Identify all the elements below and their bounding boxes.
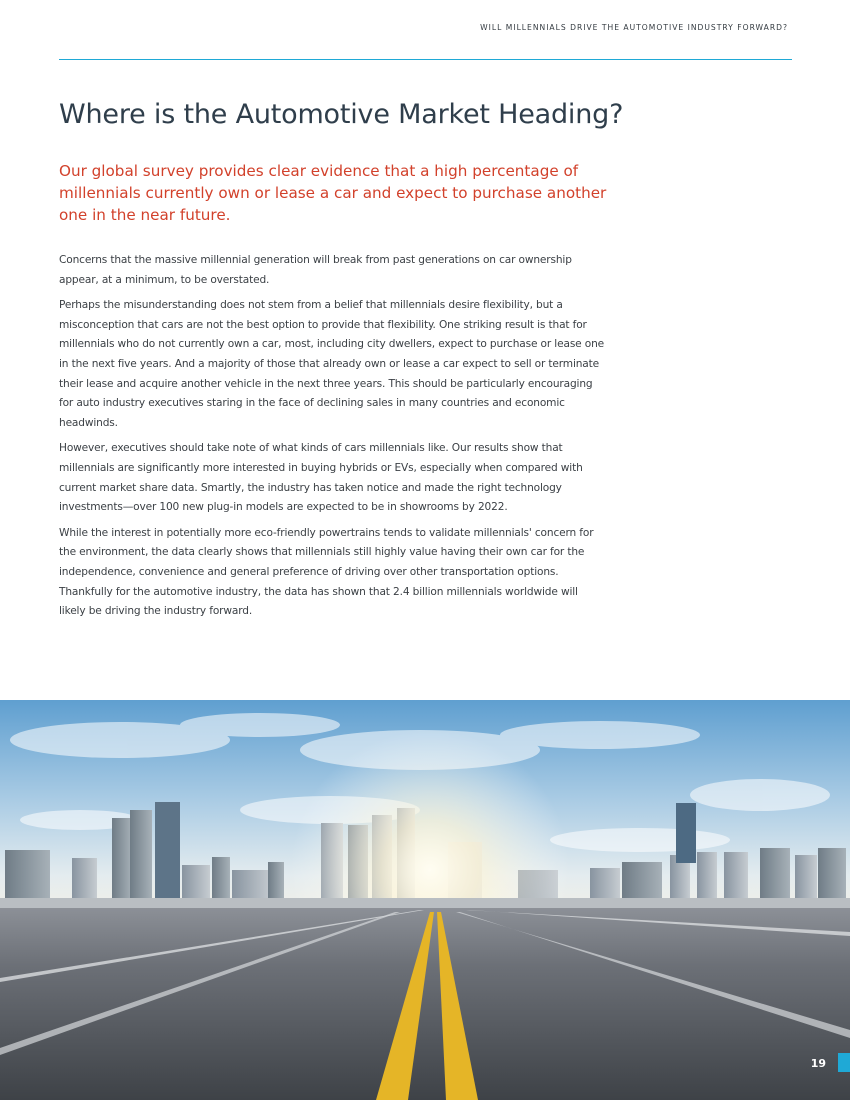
page-title: Where is the Automotive Market Heading?: [59, 99, 624, 130]
page-tab-marker: [838, 1053, 850, 1072]
header-rule: [59, 59, 792, 60]
body-paragraph: Perhaps the misunderstanding does not stem from a belief that millennials desire flexibility, but a misconception that cars are not the best option to provide that flexibility. One striking result is that for millennials who do not currently own a car, most, including city dwellers, expect to purchase or lease one in the next five years. And a majority of those that already own or lease a car expect to sell or terminate their lease and acquire another vehicle in the next three years. This should be particularly encouraging for auto industry executives staring in the face of declining sales in many countries and economic headwinds.: [59, 299, 605, 429]
hero-photo-city-road: [0, 700, 850, 1100]
article-body: [59, 251, 607, 628]
body-paragraph: Concerns that the massive millennial generation will break from past generations on car ownership appear, at a minimum, to be overstated.: [59, 254, 572, 286]
body-paragraph: However, executives should take note of what kinds of cars millennials like. Our results show that millennials are significantly more interested in buying hybrids or EVs, especially when compared with current market share data. Smartly, the industry has taken notice and made the right technology investments—over 100 new plug-in models are expected to be in showrooms by 2022.: [59, 442, 583, 514]
city-road-illustration: [0, 700, 850, 1100]
page-number: 19: [810, 1057, 826, 1070]
running-header: WILL MILLENNIALS DRIVE THE AUTOMOTIVE INDUSTRY FORWARD?: [480, 23, 788, 32]
body-paragraph: While the interest in potentially more eco-friendly powertrains tends to validate millennials' concern for the environment, the data clearly shows that millennials still highly value having their own car for the independence, convenience and general preference of driving over other transportation options. Thankfully for the automotive industry, the data has shown that 2.4 billion millennials worldwide will likely be driving the industry forward.: [59, 526, 594, 618]
lead-paragraph: Our global survey provides clear evidence that a high percentage of millennials currently own or lease a car and expect to purchase another one in the near future.: [59, 162, 607, 224]
